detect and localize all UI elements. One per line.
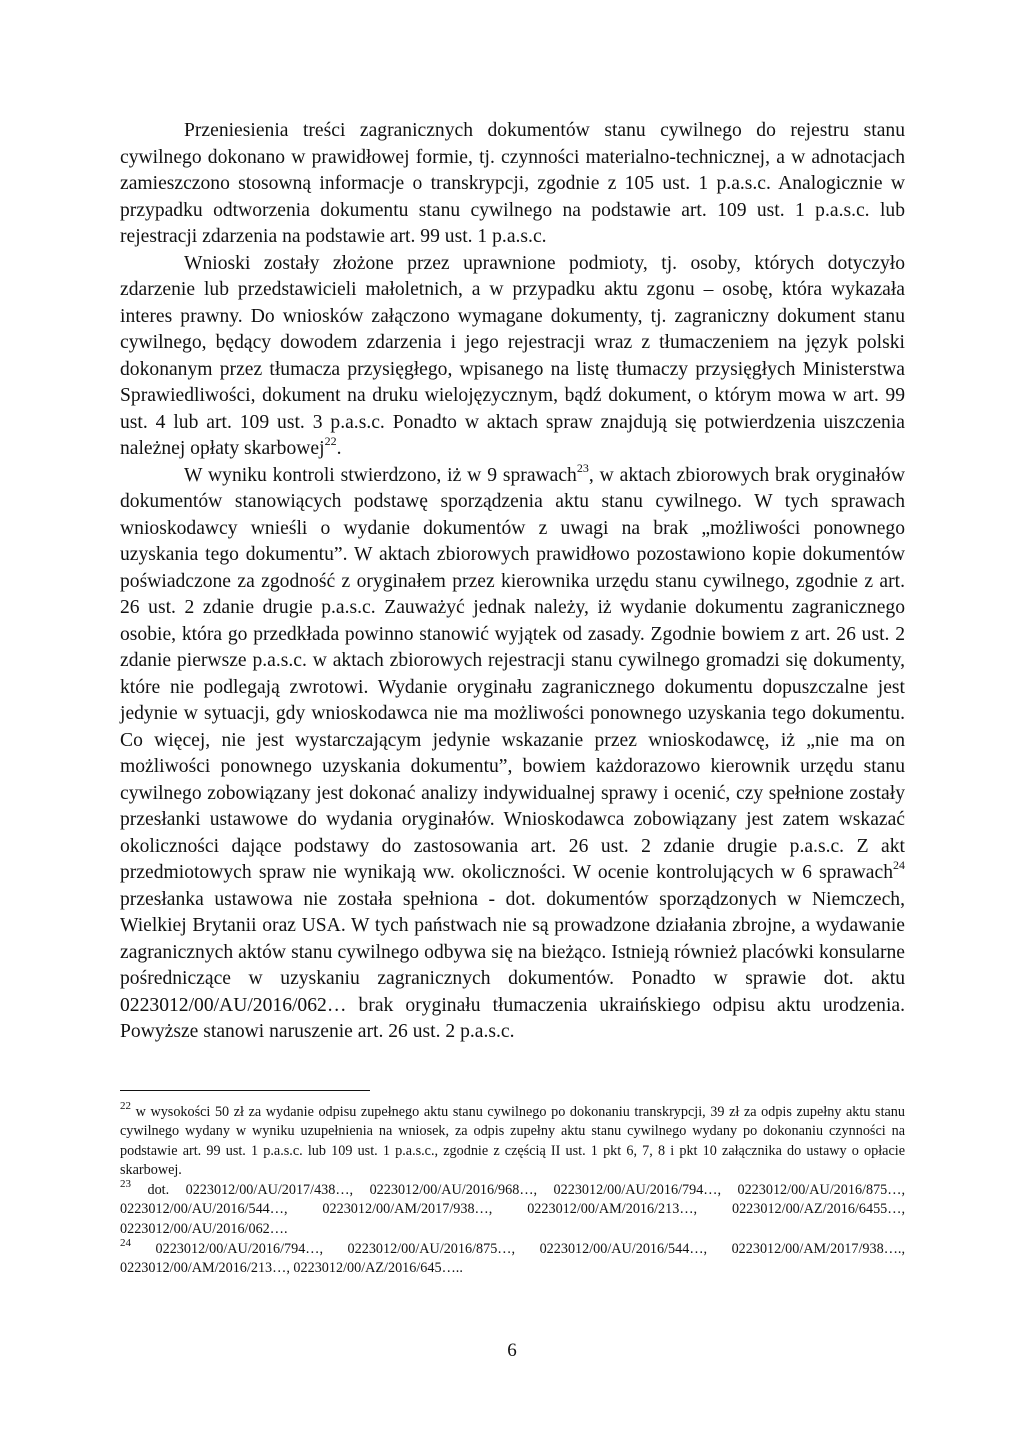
footnote-number: 24: [120, 1236, 131, 1249]
body-paragraph-3-part-c: przesłanka ustawowa nie została spełniona - dot. dokumentów sporządzonych w Niemczech, Wielkiej Brytanii oraz USA. W tych państwach nie są prowadzone działania zbrojne, a wydawanie zagranicznych aktów stanu cywilnego odbywa się na bieżąco. Istnieją również placówki konsularne pośredniczące w uzyskaniu zagranicznych dokumentów. Ponadto w sprawie dot. aktu 0223012/00/AU/2016/062… brak oryginału tłumaczenia ukraińskiego odpisu aktu urodzenia. Powyższe stanowi naruszenie art. 26 ust. 2 p.a.s.c.: [120, 888, 905, 1042]
footnote-23: [120, 1178, 905, 1240]
footnote-text: dot. 0223012/00/AU/2017/438…, 0223012/00/AU/2016/968…, 0223012/00/AU/2016/794…, 0223012/00/AU/2016/875…, 0223012/00/AU/2016/544…, 0223012/00/AM/2017/938…, 0223012/00/AM/2016/213…, 0223012/00/AZ/2016/6455…, 0223012/00/AU/2016/062….: [120, 1181, 905, 1238]
body-paragraph-2-end: .: [336, 438, 342, 459]
footnote-number: 23: [120, 1178, 131, 1191]
body-paragraph-2: [120, 251, 905, 463]
body-paragraph-1: Przeniesienia treści zagranicznych dokumentów stanu cywilnego do rejestru stanu cywilnego dokonano w prawidłowej formie, tj. czynności materialno-technicznej, a w adnotacjach zamieszczono stosowną informacje o transkrypcji, zgodnie z 105 ust. 1 p.a.s.c. Analogicznie w przypadku odtworzenia dokumentu stanu cywilnego na podstawie art. 109 ust. 1 p.a.s.c. lub rejestracji zdarzenia na podstawie art. 99 ust. 1 p.a.s.c.: [120, 120, 905, 247]
body-paragraph-3-part-b: , w aktach zbiorowych brak oryginałów dokumentów stanowiących podstawę sporządzenia aktu stanu cywilnego. W tych sprawach wnioskodawcy wnieśli o wydanie dokumentów z uwagi na brak „możliwości ponownego uzyskania tego dokumentu”. W aktach zbiorowych prawidłowo pozostawiono kopie dokumentów poświadczone za zgodność z oryginałem przez kierownika urzędu stanu cywilnego, zgodnie z art. 26 ust. 2 zdanie drugie p.a.s.c. Zauważyć jednak należy, iż wydanie dokumentu zagranicznego osobie, która go przedkłada powinno stanowić wyjątek od zasady. Zgodnie bowiem z art. 26 ust. 2 zdanie pierwsze p.a.s.c. w aktach zbiorowych rejestracji stanu cywilnego gromadzi się dokumenty, które nie podlegają zwrotowi. Wydanie oryginału zagranicznego dokumentu dopuszczalne jest jedynie w sytuacji, gdy wnioskodawca nie ma możliwości ponownego uzyskania tego dokumentu. Co więcej, nie jest wystarczającym jedynie wskazanie przez wnioskodawcę, iż „nie ma on możliwości ponownego uzyskania dokumentu”, bowiem każdorazowo kierownik urzędu stanu cywilnego zobowiązany jest dokonać analizy indywidualnej sprawy i ocenić, czy spełnione zostały przesłanki ustawowe do wydania oryginałów. Wnioskodawca zobowiązany jest zatem wskazać okoliczności dające podstawy do zastosowania art. 26 ust. 2 zdanie drugie p.a.s.c. Z akt przedmiotowych spraw nie wynikają ww. okoliczności. W ocenie kontrolujących w 6 sprawach: [120, 464, 905, 883]
footnote-separator: [120, 1090, 370, 1091]
footnote-ref-22[interactable]: 22: [324, 434, 337, 449]
body-paragraph-3-part-a: W wyniku kontroli stwierdzono, iż w 9 sprawach: [184, 464, 577, 486]
footnote-number: 22: [120, 1099, 131, 1112]
body-paragraph-3: [120, 460, 905, 1046]
footnote-22: [120, 1099, 905, 1181]
footnote-ref-24[interactable]: 24: [893, 858, 905, 873]
footnote-text: w wysokości 50 zł za wydanie odpisu zupełnego aktu stanu cywilnego po dokonaniu transkrypcji, 39 zł za odpis zupełny aktu stanu cywilnego wydany w wyniku uzupełnienia na wniosek, za odpis zupełny aktu stanu cywilnego wydany po dokonaniu czynności na podstawie art. 99 ust. 1 p.a.s.c. lub 109 ust. 1 p.a.s.c., zgodnie z częścią II ust. 1 pkt 6, 7, 8 i pkt 10 załącznika do ustawy o opłacie skarbowej.: [120, 1103, 905, 1179]
body-paragraph-2-text: Wnioski zostały złożone przez uprawnione podmioty, tj. osoby, których dotyczyło zdarzenie lub przedstawicieli małoletnich, a w przypadku aktu zgonu – osobę, która wykazała interes prawny. Do wniosków załączono wymagane dokumenty, tj. zagraniczny dokument stanu cywilnego, będący dowodem zdarzenia i jego rejestracji wraz z tłumaczeniem na język polski dokonanym przez tłumacza przysięgłego, wpisanego na listę tłumaczy przysięgłych Ministerstwa Sprawiedliwości, dokument na druku wielojęzycznym, bądź dokument, o którym mowa w art. 99 ust. 4 lub art. 109 ust. 3 p.a.s.c. Ponadto w aktach spraw znajdują się potwierdzenia uiszczenia należnej opłaty skarbowej: [120, 252, 905, 459]
footnote-text: 0223012/00/AU/2016/794…, 0223012/00/AU/2016/875…, 0223012/00/AU/2016/544…, 0223012/00/AM/2017/938…., 0223012/00/AM/2016/213…, 0223012/00/AZ/2016/645…..: [120, 1240, 905, 1277]
document-page: [120, 118, 905, 1279]
page-number: 6: [507, 1340, 517, 1361]
footnote-ref-23[interactable]: 23: [576, 460, 589, 475]
footnote-24: [120, 1236, 905, 1279]
